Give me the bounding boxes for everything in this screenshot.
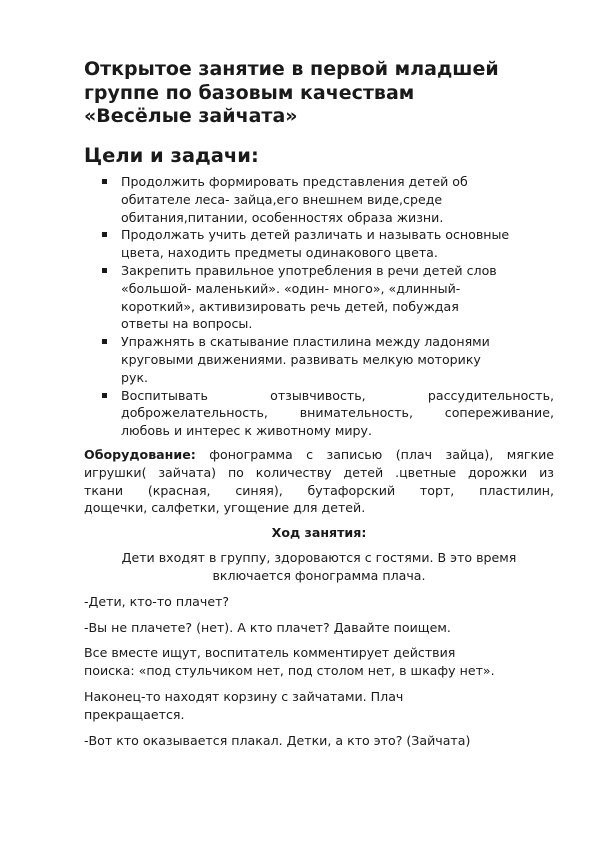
dialogue-paragraph	[84, 593, 554, 611]
equipment-paragraph	[84, 446, 554, 517]
dialogue-line: -Дети, кто-то плачет?	[84, 594, 230, 609]
title-line: Открытое занятие в первой младшей	[84, 58, 499, 80]
goal-line: ответы на вопросы.	[121, 316, 253, 332]
dialogue-line: -Вот кто оказывается плакал. Детки, а кто это? (Зайчата)	[84, 733, 471, 748]
intro-line: Дети входят в группу, здороваются с гостями. В это время	[121, 550, 517, 565]
dialogue-paragraph	[84, 644, 554, 680]
square-bullet-icon	[102, 232, 107, 237]
equipment-label: Оборудование:	[84, 447, 196, 462]
dialogue-paragraph	[84, 619, 554, 637]
square-bullet-icon	[102, 268, 107, 273]
dialogue-line: Наконец-то находят корзину с зайчатами. Плач	[84, 689, 404, 704]
equipment-text: фонограмма с записью (плач зайца), мягкие	[195, 447, 554, 462]
goal-item	[102, 387, 554, 440]
equipment-line: ткани (красная, синяя), бутафорский торт, пластилин,	[84, 482, 554, 498]
goal-item	[102, 173, 554, 226]
goal-line: Воспитывать отзывчивость, рассудительность,	[121, 387, 554, 403]
intro-line: включается фонограмма плача.	[212, 567, 426, 583]
goal-line: обитания,питании, особенностях образа жизни.	[121, 209, 444, 225]
goals-heading: Цели и задачи:	[84, 144, 259, 167]
goal-line: любовь и интерес к животному миру.	[121, 423, 372, 439]
dialogue-line: поиска: «под стульчиком нет, под столом нет, в шкафу нет».	[84, 662, 495, 678]
goal-line: доброжелательность, внимательность, сопереживание,	[121, 405, 554, 421]
dialogue-line: прекращается.	[84, 706, 185, 722]
goal-line: Продолжать учить детей различать и называть основные	[121, 227, 510, 243]
equipment-line: игрушки( зайчата) по количеству детей .цветные дорожки из	[84, 464, 554, 480]
goal-line: «большой- маленький». «один- много», «длинный-	[121, 280, 461, 296]
intro-paragraph	[84, 549, 554, 585]
goal-item	[102, 262, 554, 333]
square-bullet-icon	[102, 393, 107, 398]
goal-line: круговыми движениями. развивать мелкую моторику	[121, 351, 481, 367]
equipment-line: дощечки, салфетки, угощение для детей.	[84, 500, 366, 516]
dialogue-line: -Вы не плачете? (нет). А кто плачет? Давайте поищем.	[84, 620, 451, 635]
title-line: группе по базовым качествам	[84, 81, 415, 104]
goal-line: Закрепить правильное употребления в речи детей слов	[121, 262, 497, 278]
dialogue-paragraph	[84, 688, 554, 724]
goal-line: Упражнять в скатывание пластилина между ладонями	[121, 334, 490, 350]
title-line: «Весёлые зайчата»	[84, 105, 298, 127]
goal-line: короткий», активизировать речь детей, побуждая	[121, 298, 459, 314]
square-bullet-icon	[102, 339, 107, 344]
goal-line: Продолжить формировать представления детей об	[121, 174, 468, 189]
goal-item	[102, 226, 554, 262]
goals-list	[102, 173, 554, 440]
goal-line: обитателе леса- зайца,его внешнем виде,среде	[121, 191, 443, 207]
dialogue-paragraph	[84, 732, 554, 750]
square-bullet-icon	[102, 179, 107, 184]
dialogue-line: Все вместе ищут, воспитатель комментирует действия	[84, 645, 456, 660]
goal-item	[102, 333, 554, 386]
course-heading: Ход занятия:	[271, 525, 367, 540]
goal-line: рук.	[121, 369, 149, 385]
document-title	[84, 58, 554, 129]
goal-line: цвета, находить предметы одинакового цвета.	[121, 245, 438, 261]
equipment-line	[84, 446, 554, 464]
